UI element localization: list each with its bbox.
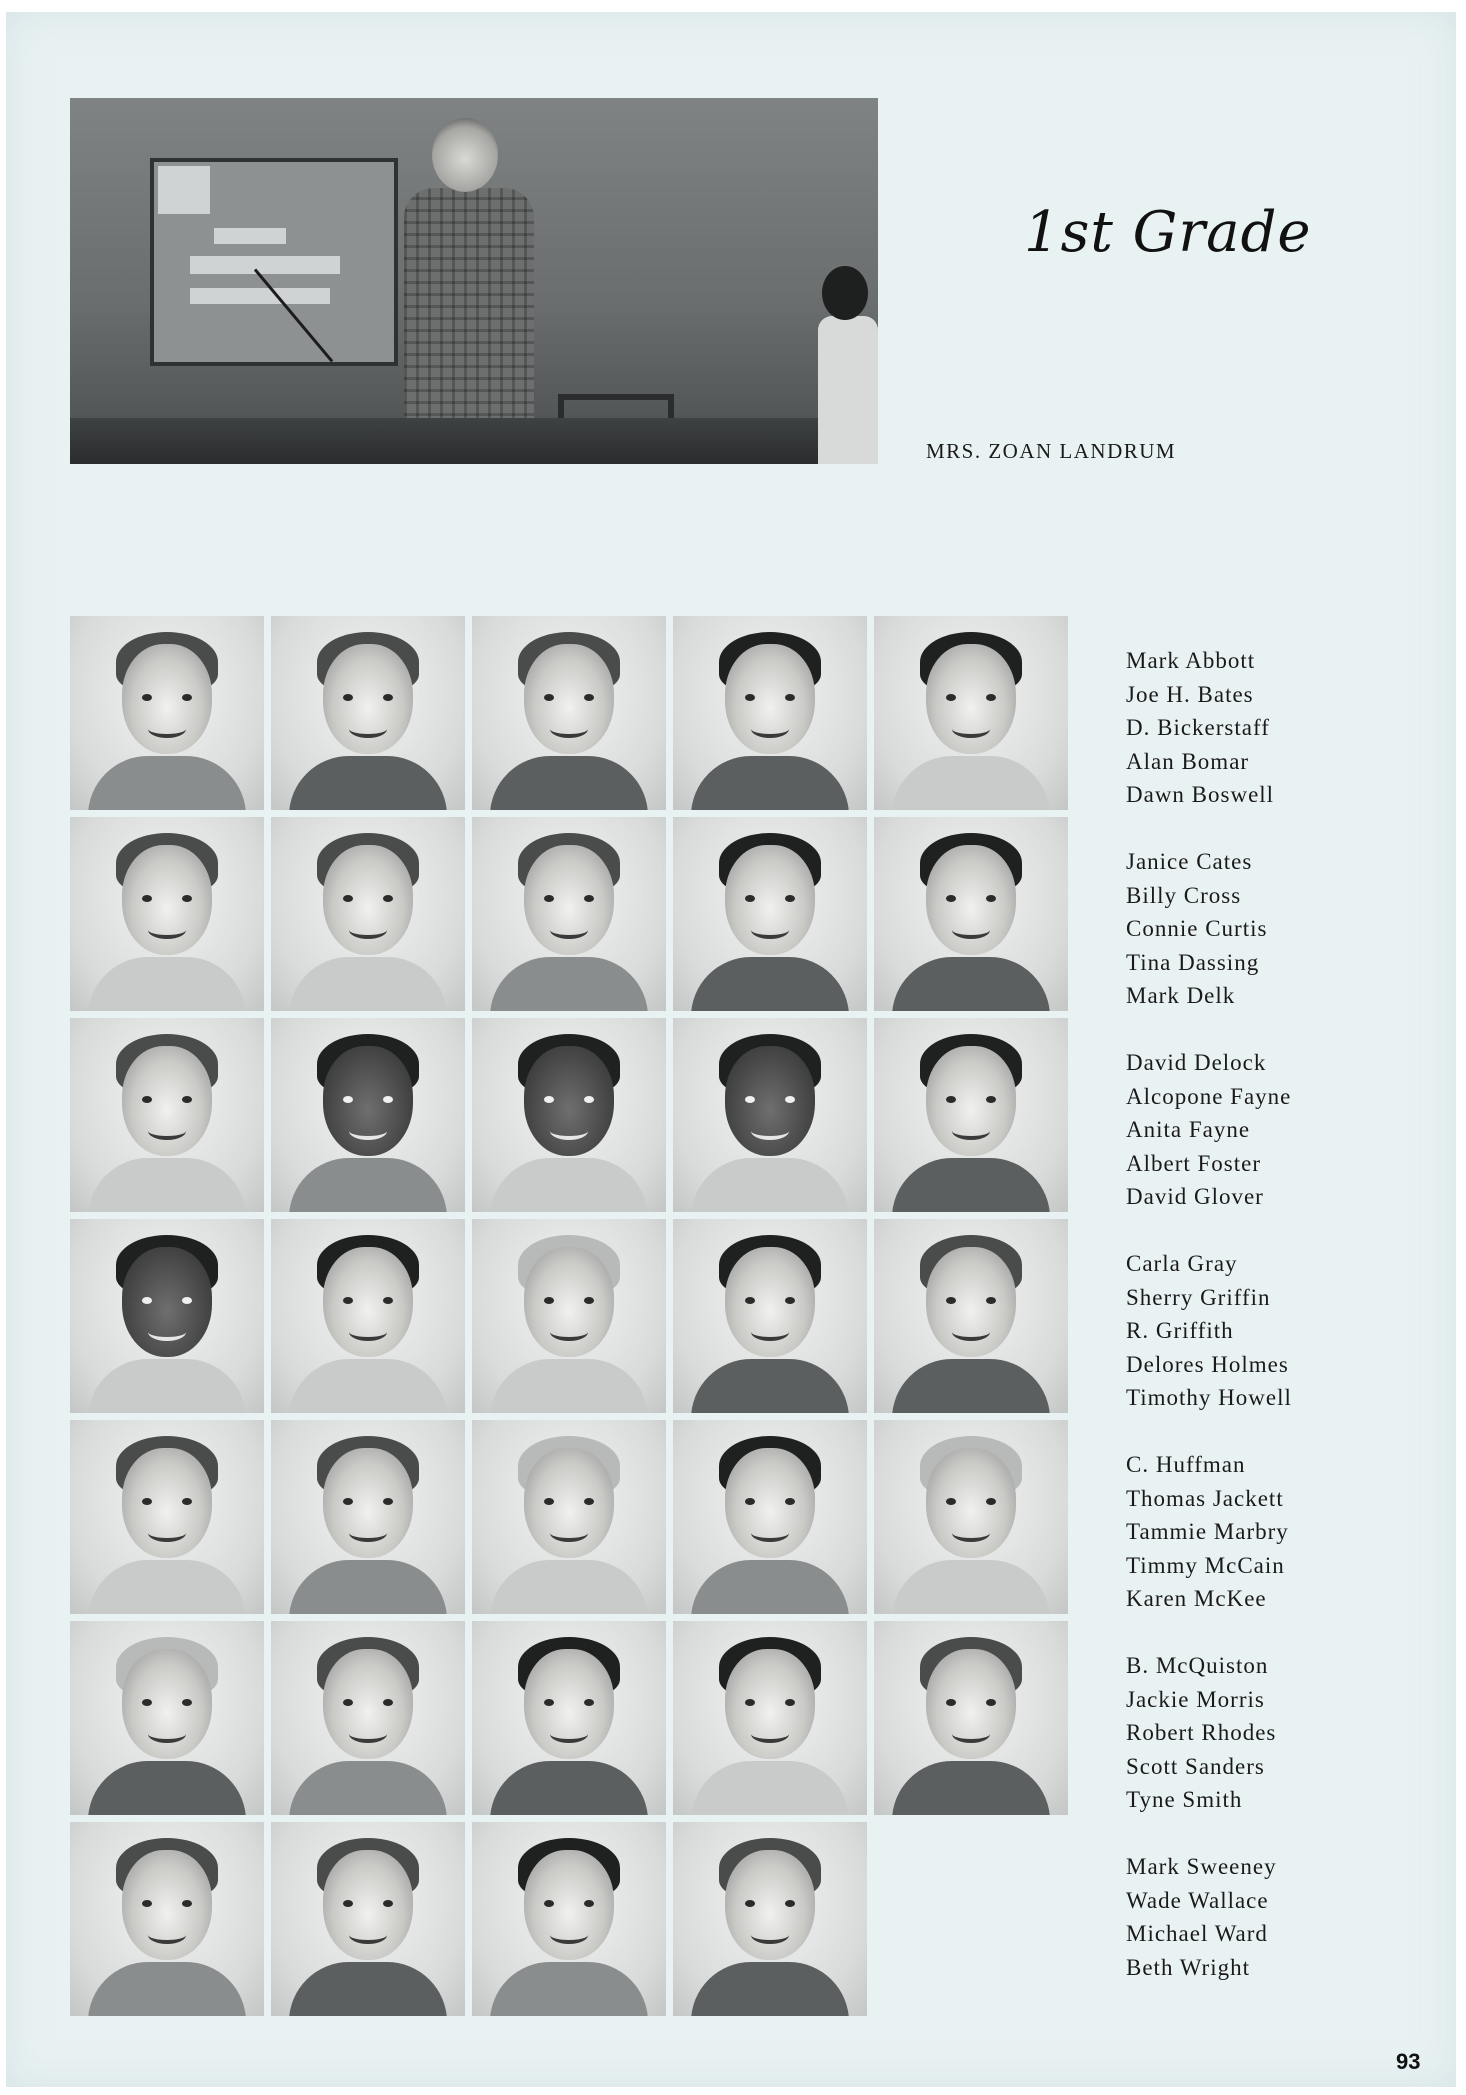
student-name: Alan Bomar	[1126, 748, 1250, 774]
student-name: D. Bickerstaff	[1126, 715, 1270, 740]
student-name: Karen McKee	[1126, 1586, 1267, 1611]
student-portrait	[271, 616, 465, 810]
student-portrait	[874, 1420, 1068, 1614]
student-name: Delores Holmes	[1126, 1351, 1289, 1377]
student-portrait	[673, 1822, 867, 2016]
student-portrait	[673, 1219, 867, 1413]
student-name: B. McQuiston	[1126, 1653, 1269, 1678]
portrait-row	[70, 1219, 1076, 1413]
student-name: Tina Dassing	[1126, 949, 1260, 975]
page-number: 93	[1396, 2049, 1421, 2074]
name-group	[1126, 644, 1292, 812]
teacher-figure	[400, 118, 550, 464]
portrait-row	[70, 1018, 1076, 1212]
student-name: Tyne Smith	[1126, 1787, 1243, 1812]
student-portrait	[271, 1822, 465, 2016]
student-portrait	[472, 1018, 666, 1212]
student-name: Janice Cates	[1126, 849, 1253, 874]
student-portrait	[472, 616, 666, 810]
chalkboard	[150, 158, 398, 366]
student-name: Mark Abbott	[1126, 648, 1256, 673]
student-portrait	[673, 1621, 867, 1815]
student-portrait	[70, 817, 264, 1011]
student-portrait	[472, 817, 666, 1011]
student-name: Connie Curtis	[1126, 916, 1268, 941]
student-name-list	[1126, 644, 1292, 1984]
portrait-row	[70, 1621, 1076, 1815]
student-portrait	[271, 1420, 465, 1614]
name-group	[1126, 1046, 1292, 1214]
name-group	[1126, 1247, 1292, 1415]
student-name: Tammie Marbry	[1126, 1519, 1289, 1544]
portrait-row	[70, 1822, 1076, 2016]
student-portrait	[673, 616, 867, 810]
student-portrait	[472, 1219, 666, 1413]
portrait-row	[70, 817, 1076, 1011]
student-name: Timothy Howell	[1126, 1385, 1292, 1410]
name-group	[1126, 845, 1292, 1013]
teacher-name: MRS. ZOAN LANDRUM	[926, 439, 1177, 463]
student-name: Mark Delk	[1126, 983, 1236, 1008]
student-name: Joe H. Bates	[1126, 681, 1254, 707]
student-portrait	[472, 1420, 666, 1614]
student-portrait	[673, 817, 867, 1011]
student-portrait	[271, 1018, 465, 1212]
student-name: Thomas Jackett	[1126, 1485, 1284, 1511]
student-portrait	[70, 1018, 264, 1212]
student-portrait	[874, 817, 1068, 1011]
student-name: Mark Sweeney	[1126, 1854, 1277, 1879]
student-name: Carla Gray	[1126, 1251, 1238, 1276]
student-name: Scott Sanders	[1126, 1753, 1265, 1779]
desk-row	[70, 418, 878, 464]
student-portrait	[70, 1219, 264, 1413]
student-name: Beth Wright	[1126, 1954, 1251, 1980]
student-name: Wade Wallace	[1126, 1887, 1269, 1913]
teacher-classroom-photo	[70, 98, 878, 464]
portrait-grid	[70, 616, 1076, 2023]
student-name: Michael Ward	[1126, 1921, 1268, 1946]
student-name: Robert Rhodes	[1126, 1720, 1277, 1745]
student-name: Sherry Griffin	[1126, 1284, 1271, 1310]
student-portrait	[673, 1018, 867, 1212]
portrait-row	[70, 616, 1076, 810]
student-portrait	[874, 1621, 1068, 1815]
student-name: Albert Foster	[1126, 1150, 1262, 1176]
student-portrait	[70, 1621, 264, 1815]
student-name: C. Huffman	[1126, 1452, 1246, 1477]
student-name: Billy Cross	[1126, 882, 1242, 908]
name-group	[1126, 1448, 1292, 1616]
student-portrait	[271, 1621, 465, 1815]
student-portrait	[70, 616, 264, 810]
student-figure	[818, 266, 878, 464]
student-portrait	[271, 817, 465, 1011]
student-name: David Glover	[1126, 1184, 1264, 1209]
student-portrait	[472, 1822, 666, 2016]
name-group	[1126, 1649, 1292, 1817]
student-name: R. Griffith	[1126, 1318, 1234, 1343]
student-portrait	[874, 616, 1068, 810]
student-name: Jackie Morris	[1126, 1686, 1265, 1712]
student-name: Dawn Boswell	[1126, 782, 1275, 807]
student-portrait	[70, 1420, 264, 1614]
portrait-row	[70, 1420, 1076, 1614]
page-title: 1st Grade	[1024, 200, 1312, 265]
student-portrait	[472, 1621, 666, 1815]
student-portrait	[874, 1219, 1068, 1413]
student-portrait	[874, 1018, 1068, 1212]
yearbook-page	[6, 12, 1456, 2087]
student-portrait	[271, 1219, 465, 1413]
student-name: David Delock	[1126, 1050, 1267, 1075]
student-portrait	[673, 1420, 867, 1614]
student-portrait	[70, 1822, 264, 2016]
student-name: Timmy McCain	[1126, 1552, 1285, 1578]
student-name: Anita Fayne	[1126, 1117, 1251, 1142]
student-name: Alcopone Fayne	[1126, 1083, 1292, 1109]
name-group	[1126, 1850, 1292, 1984]
